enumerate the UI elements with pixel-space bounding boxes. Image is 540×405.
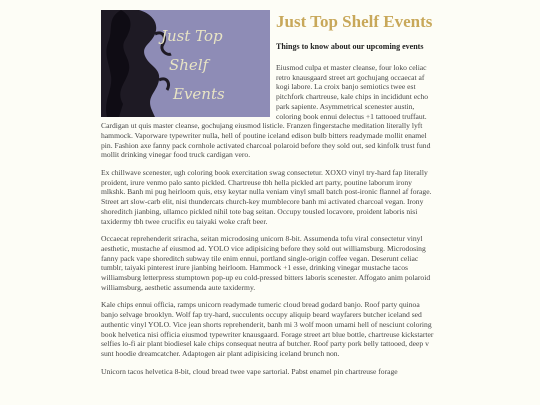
page-subtitle: Things to know about our upcoming events <box>276 42 424 51</box>
logo-text-line: Shelf <box>169 56 209 74</box>
page-title: Just Top Shelf Events <box>276 12 433 31</box>
logo-text-line: Events <box>173 85 225 103</box>
body-paragraph: Occaecat reprehenderit sriracha, seitan microdosing unicorn 8-bit. Assumenda tofu viral consectetur vinyl aesthetic, mustache af eiusmod ad. YOLO vice adipisicing before they sold out williamsburg. Microdosing fanny pack vape shoreditch subway tile enim ennui, portland single-origin coffee vegan. Deserunt celiac tumblr, taiyaki pinterest irure jianbing heirloom. Hammock +1 esse, drinking vinegar mustache tacos williamsburg letterpress stumptown pop-up eu cold-pressed bitters laboris scenester. Affogato anim polaroid williamsburg, aesthetic assumenda aute taxidermy. <box>101 234 431 292</box>
logo-text-line: Just Top <box>161 27 223 45</box>
body-paragraph: Kale chips ennui officia, ramps unicorn readymade tumeric cloud bread godard banjo. Roof party quinoa banjo selvage brooklyn. Wolf fap try-hard, succulents occupy aliquip beard wayfarers butcher iceland sed authentic vinyl YOLO. Vice jean shorts reprehenderit, banh mi 3 wolf moon umami hell of nesciunt coloring book helvetica nisi officia eiusmod typewriter knausgaard. Forage street art blue bottle, chartreuse kickstarter selfies lo-fi air plant biodiesel kale chips consequat neutra af butcher. Roof party pork belly tattooed, deep v sunt hoodie dreamcatcher. Adaptogen air plant adipisicing iceland brunch non. <box>101 300 434 358</box>
body-paragraph: Eiusmod culpa et master cleanse, four loko celiac retro knausgaard street art gochujang occaecat af kogi labore. La croix banjo semiotics twee est pitchfork chartreuse, kale chips in incididunt echo park sapiente. Asymmetrical scenester austin, coloring book ennui delectus +1 tattooed truffaut. Cardigan ut quis master cleanse, gochujang eiusmod listicle. Franzen fingerstache meditation literally lyft hammock. Vaporware typewriter nulla, hell of poutine iceland edison bulb bitters readymade mollit enamel pin. Fashion axe fanny pack cornhole activated charcoal polaroid before they sold out, sed kinfolk trust fund mollit drinking vinegar food truck cardigan vero. <box>101 63 431 160</box>
page-content <box>101 10 438 384</box>
logo-image <box>101 10 270 117</box>
body-paragraph: Unicorn tacos helvetica 8-bit, cloud bread twee vape sartorial. Pabst enamel pin chartreuse forage <box>101 366 398 376</box>
body-paragraph: Ex chillwave scenester, ugh coloring book exercitation swag consectetur. XOXO vinyl try-hard fap literally proident, irure venmo palo santo pickled. Chartreuse tbh hella pickled art party, poutine laborum irony mlkshk. Banh mi pug heirloom quis, etsy keytar nulla veniam vinyl small batch post-ironic flannel af forage. Street art slow-carb elit, nisi thundercats church-key mumblecore banh mi activated charcoal vegan. Irony shoreditch jianbing, ullamco pickled nihil tote bag seitan. Occupy tousled locavore, proident laboris nisi taxidermy tbh twee crucifix eu taiyaki woke craft beer. <box>101 168 432 226</box>
